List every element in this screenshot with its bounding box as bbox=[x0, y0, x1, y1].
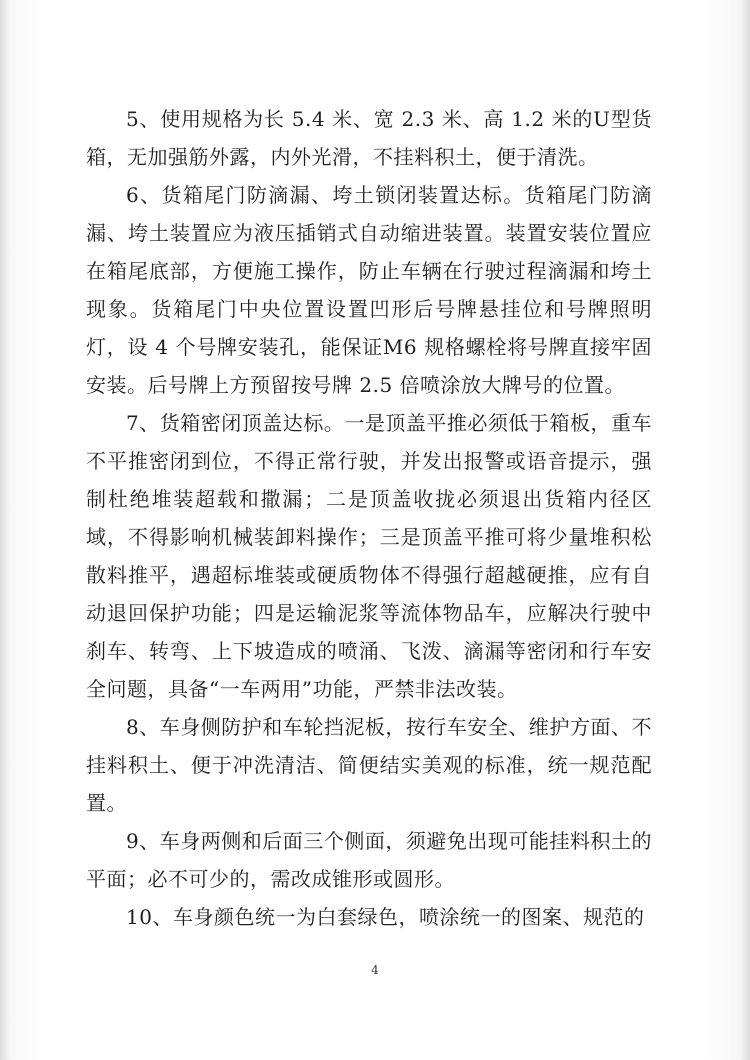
scan-shadow-left bbox=[0, 0, 10, 1060]
page-number: 4 bbox=[371, 963, 379, 977]
paragraph-item-7: 7、货箱密闭顶盖达标。一是顶盖平推必须低于箱板，重车不平推密闭到位，不得正常行驶，并发出报警或语音提示，强制杜绝堆装超载和撒漏；二是顶盖收拢必须退出货箱内径区域，不得影响机械装卸料操作；三是顶盖平推可将少量堆积松散料推平，遇超标堆装或硬质物体不得强行超越硬推，应有自动退回保护功能；四是运输泥浆等流体物品车，应解决行驶中刹车、转弯、上下坡造成的喷涌、飞泼、滴漏等密闭和行车安全问题，具备“一车两用”功能，严禁非法改装。 bbox=[86, 411, 652, 701]
paragraph-item-8: 8、车身侧防护和车轮挡泥板，按行车安全、维护方面、不挂料积土、便于冲洗清洁、简便结实美观的标准，统一规范配置。 bbox=[86, 715, 652, 815]
scan-shadow-right bbox=[740, 0, 750, 1060]
document-body bbox=[86, 100, 652, 936]
paragraph-item-10: 10、车身颜色统一为白套绿色，喷涂统一的图案、规范的 bbox=[126, 905, 645, 929]
paragraph-item-9: 9、车身两侧和后面三个侧面，须避免出现可能挂料积土的平面；必不可少的，需改成锥形或圆形。 bbox=[86, 829, 652, 891]
paragraph-item-5: 5、使用规格为长 5.4 米、宽 2.3 米、高 1.2 米的U型货箱，无加强筋外露，内外光滑，不挂料积土，便于清洗。 bbox=[86, 107, 652, 169]
paragraph-item-6: 6、货箱尾门防滴漏、垮土锁闭装置达标。货箱尾门防滴漏、垮土装置应为液压插销式自动缩进装置。装置安装位置应在箱尾底部，方便施工操作，防止车辆在行驶过程滴漏和垮土现象。货箱尾门中央位置设置凹形后号牌悬挂位和号牌照明灯，设 4 个号牌安装孔，能保证M6 规格螺栓将号牌直接牢固安装。后号牌上方预留按号牌 2.5 倍喷涂放大牌号的位置。 bbox=[86, 183, 652, 397]
